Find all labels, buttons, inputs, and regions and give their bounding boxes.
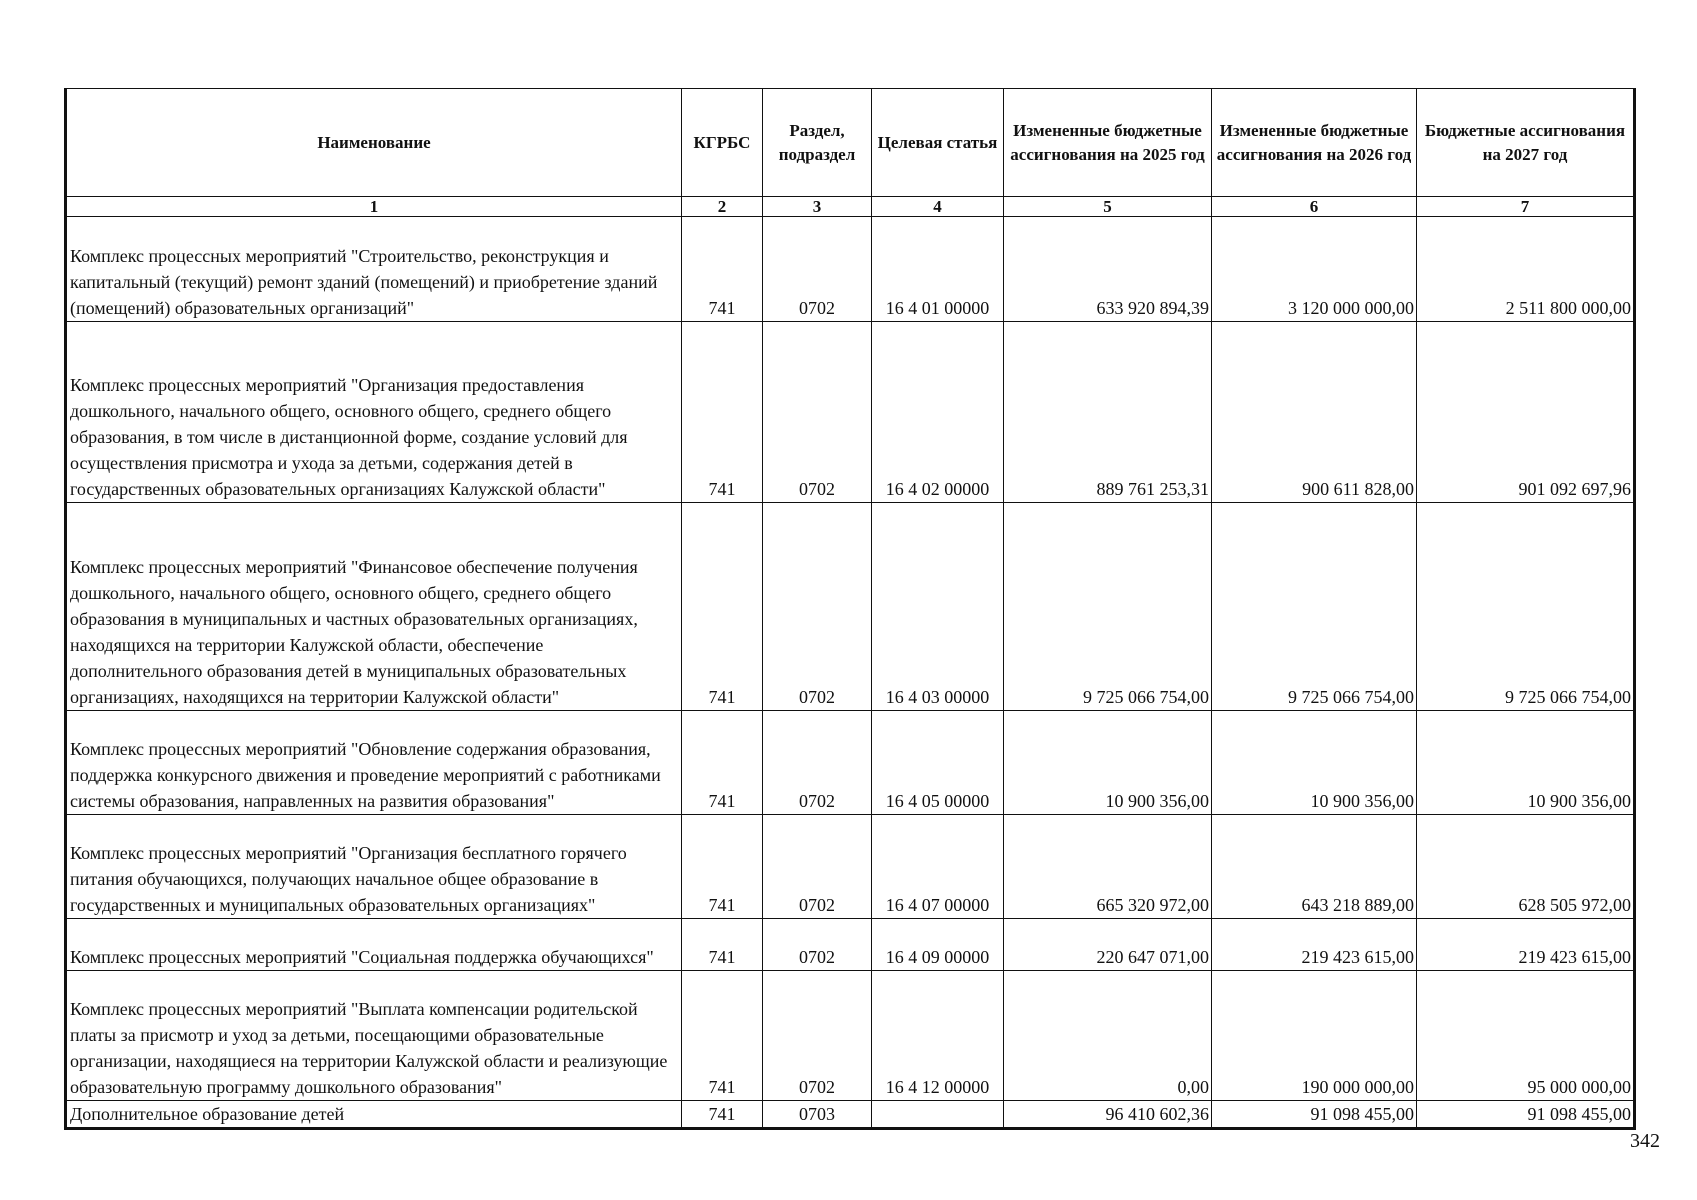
row-name: Комплекс процессных мероприятий "Организация предоставления дошкольного, начального общего, основного общего, среднего общего образования, в том числе в дистанционной форме, создание условий для осуществления присмотра и ухода за детьми, содержания детей в государственных образовательных организациях Калужской области": [66, 322, 682, 503]
row-2026: 219 423 615,00: [1212, 919, 1417, 971]
row-2025: 9 725 066 754,00: [1004, 503, 1212, 711]
table-row: [66, 1101, 1635, 1129]
row-2025: 633 920 894,39: [1004, 217, 1212, 322]
row-name: Комплекс процессных мероприятий "Финансовое обеспечение получения дошкольного, начального общего, основного общего, среднего общего образования в муниципальных и частных образовательных организациях, находящихся на территории Калужской области, обеспечение дополнительного образования детей в муниципальных образовательных организациях, находящихся на территории Калужской области": [66, 503, 682, 711]
header-target-article: Целевая статья: [872, 89, 1004, 197]
row-2026: 900 611 828,00: [1212, 322, 1417, 503]
column-number: 1: [66, 197, 682, 217]
table-row: [66, 919, 1635, 971]
column-number: 7: [1417, 197, 1635, 217]
row-target: 16 4 01 00000: [872, 217, 1004, 322]
row-kgrbs: 741: [682, 322, 763, 503]
page-number: 342: [1630, 1130, 1660, 1152]
row-target: [872, 1101, 1004, 1129]
header-2027: Бюджетные ассигнования на 2027 год: [1417, 89, 1635, 197]
row-kgrbs: 741: [682, 503, 763, 711]
row-2025: 220 647 071,00: [1004, 919, 1212, 971]
row-2027: 91 098 455,00: [1417, 1101, 1635, 1129]
row-section: 0702: [763, 711, 872, 815]
row-section: 0703: [763, 1101, 872, 1129]
header-2026: Измененные бюджетные ассигнования на 2026 год: [1212, 89, 1417, 197]
row-2025: 96 410 602,36: [1004, 1101, 1212, 1129]
column-number: 6: [1212, 197, 1417, 217]
row-2027: 10 900 356,00: [1417, 711, 1635, 815]
row-name: Дополнительное образование детей: [66, 1101, 682, 1129]
column-number: 3: [763, 197, 872, 217]
table-row: [66, 217, 1635, 322]
row-2025: 665 320 972,00: [1004, 815, 1212, 919]
row-2027: 901 092 697,96: [1417, 322, 1635, 503]
table-row: [66, 971, 1635, 1101]
row-2027: 95 000 000,00: [1417, 971, 1635, 1101]
row-section: 0702: [763, 217, 872, 322]
column-number: 5: [1004, 197, 1212, 217]
row-name: Комплекс процессных мероприятий "Социальная поддержка обучающихся": [66, 919, 682, 971]
row-2027: 2 511 800 000,00: [1417, 217, 1635, 322]
row-2025: 0,00: [1004, 971, 1212, 1101]
row-target: 16 4 03 00000: [872, 503, 1004, 711]
row-target: 16 4 09 00000: [872, 919, 1004, 971]
row-target: 16 4 05 00000: [872, 711, 1004, 815]
row-2027: 9 725 066 754,00: [1417, 503, 1635, 711]
row-section: 0702: [763, 503, 872, 711]
row-name: Комплекс процессных мероприятий "Организация бесплатного горячего питания обучающихся, получающих начальное общее образование в государственных и муниципальных образовательных организациях": [66, 815, 682, 919]
row-name: Комплекс процессных мероприятий "Выплата компенсации родительской платы за присмотр и уход за детьми, посещающими образовательные организации, находящиеся на территории Калужской области и реализующие образовательную программу дошкольного образования": [66, 971, 682, 1101]
row-section: 0702: [763, 322, 872, 503]
row-target: 16 4 12 00000: [872, 971, 1004, 1101]
row-2026: 91 098 455,00: [1212, 1101, 1417, 1129]
row-kgrbs: 741: [682, 815, 763, 919]
row-2025: 10 900 356,00: [1004, 711, 1212, 815]
row-2026: 10 900 356,00: [1212, 711, 1417, 815]
row-2026: 190 000 000,00: [1212, 971, 1417, 1101]
row-2026: 3 120 000 000,00: [1212, 217, 1417, 322]
header-section: Раздел, подраздел: [763, 89, 872, 197]
row-2025: 889 761 253,31: [1004, 322, 1212, 503]
row-target: 16 4 07 00000: [872, 815, 1004, 919]
row-target: 16 4 02 00000: [872, 322, 1004, 503]
row-section: 0702: [763, 919, 872, 971]
table-row: [66, 322, 1635, 503]
row-name: Комплекс процессных мероприятий "Обновление содержания образования, поддержка конкурсного движения и проведение мероприятий с работниками системы образования, направленных на развития образования": [66, 711, 682, 815]
header-2025: Измененные бюджетные ассигнования на 2025 год: [1004, 89, 1212, 197]
table-row: [66, 503, 1635, 711]
row-kgrbs: 741: [682, 711, 763, 815]
row-name: Комплекс процессных мероприятий "Строительство, реконструкция и капитальный (текущий) ремонт зданий (помещений) и приобретение зданий (помещений) образовательных организаций": [66, 217, 682, 322]
row-section: 0702: [763, 815, 872, 919]
column-number: 4: [872, 197, 1004, 217]
header-name: Наименование: [66, 89, 682, 197]
row-2026: 643 218 889,00: [1212, 815, 1417, 919]
column-number: 2: [682, 197, 763, 217]
table-row: [66, 815, 1635, 919]
row-kgrbs: 741: [682, 971, 763, 1101]
row-section: 0702: [763, 971, 872, 1101]
row-kgrbs: 741: [682, 919, 763, 971]
budget-table: [64, 88, 1636, 1130]
row-kgrbs: 741: [682, 217, 763, 322]
column-number-row: [66, 197, 1635, 217]
row-2027: 628 505 972,00: [1417, 815, 1635, 919]
row-2027: 219 423 615,00: [1417, 919, 1635, 971]
row-kgrbs: 741: [682, 1101, 763, 1129]
row-2026: 9 725 066 754,00: [1212, 503, 1417, 711]
header-kgrbs: КГРБС: [682, 89, 763, 197]
table-row: [66, 711, 1635, 815]
header-row: [66, 89, 1635, 197]
